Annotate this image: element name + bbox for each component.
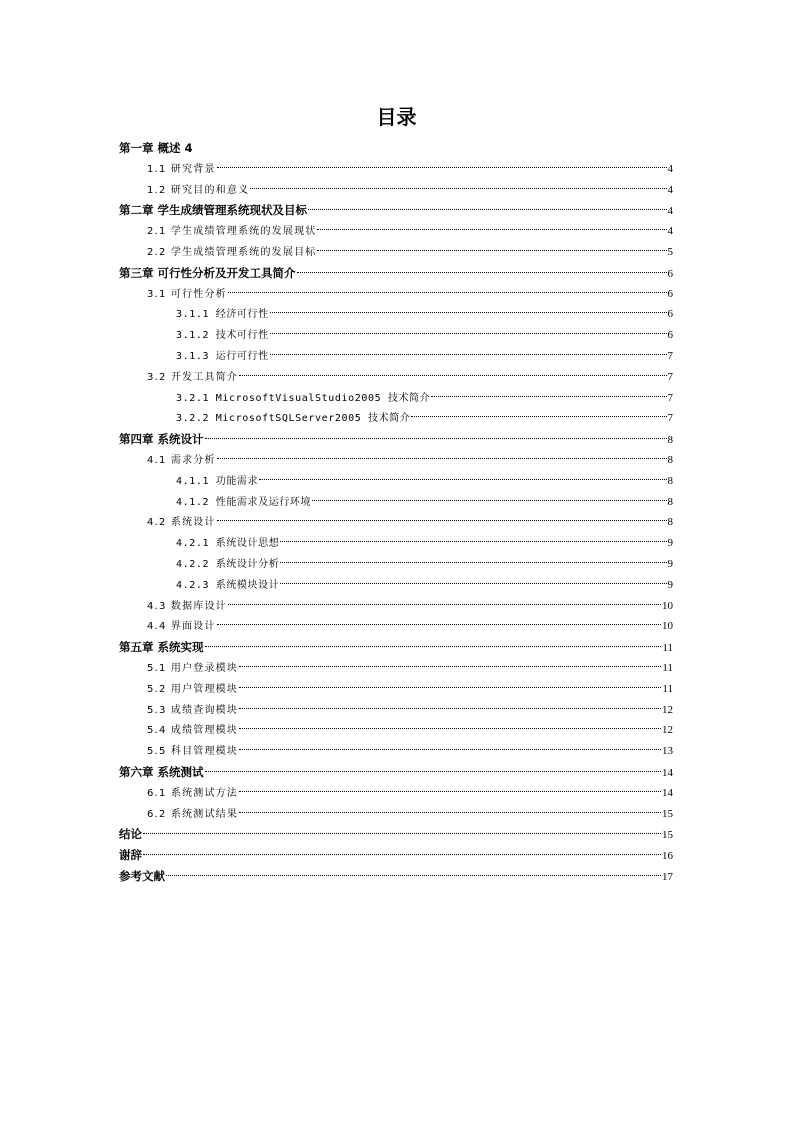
table-of-contents [119, 138, 673, 887]
toc-page-number: 6 [667, 308, 673, 321]
toc-dot-leader [239, 791, 661, 792]
toc-entry[interactable] [119, 180, 673, 201]
toc-entry[interactable] [119, 616, 673, 637]
toc-dot-leader [217, 624, 661, 625]
toc-dot-leader [270, 312, 667, 313]
toc-entry-label: 6.2 系统测试结果 [147, 808, 239, 820]
toc-page-number: 8 [667, 434, 673, 447]
toc-page-number: 9 [667, 537, 673, 550]
toc-dot-leader [411, 416, 666, 417]
toc-entry-label: 第三章 可行性分析及开发工具简介 [119, 265, 296, 280]
toc-page-number: 8 [667, 495, 673, 508]
toc-entry-label: 4.1 需求分析 [147, 454, 216, 466]
toc-entry-label: 参考文献 [119, 868, 165, 883]
toc-page-number: 13 [662, 745, 673, 758]
toc-page-number: 15 [662, 807, 673, 820]
toc-entry[interactable] [119, 804, 673, 825]
toc-entry[interactable] [119, 533, 673, 554]
toc-entry-label: 4.3 数据库设计 [147, 600, 227, 612]
toc-dot-leader [143, 833, 661, 834]
toc-entry[interactable] [119, 429, 673, 450]
toc-entry[interactable] [119, 346, 673, 367]
toc-page-number: 15 [662, 829, 673, 842]
toc-entry-label: 5.3 成绩查询模块 [147, 704, 239, 716]
toc-entry[interactable] [119, 596, 673, 617]
toc-entry-label: 2.1 学生成绩管理系统的发展现状 [147, 226, 317, 238]
toc-dot-leader [312, 500, 666, 501]
toc-page-number: 5 [667, 245, 673, 258]
toc-dot-leader [297, 272, 667, 273]
toc-entry-label: 1.2 研究目的和意义 [147, 184, 250, 196]
toc-entry[interactable] [119, 762, 673, 783]
toc-dot-leader [239, 708, 661, 709]
toc-dot-leader [280, 562, 666, 563]
toc-entry-label: 1.1 研究背景 [147, 163, 216, 175]
toc-dot-leader [280, 583, 666, 584]
toc-entry[interactable] [119, 866, 673, 887]
toc-entry-label: 5.5 科目管理模块 [147, 746, 239, 758]
toc-page-number: 17 [662, 870, 673, 883]
toc-entry[interactable] [119, 221, 673, 242]
toc-entry-label: 5.1 用户登录模块 [147, 662, 239, 674]
toc-entry[interactable] [119, 783, 673, 804]
toc-entry-label: 3.1.1 经济可行性 [176, 309, 269, 321]
toc-dot-leader [217, 458, 667, 459]
toc-entry[interactable] [119, 679, 673, 700]
toc-page-number: 4 [667, 183, 673, 196]
toc-page-number: 14 [662, 786, 673, 799]
toc-entry[interactable] [119, 408, 673, 429]
toc-entry[interactable] [119, 367, 673, 388]
toc-entry-label: 4.2.1 系统设计思想 [176, 538, 280, 550]
toc-dot-leader [239, 687, 661, 688]
toc-entry[interactable] [119, 200, 673, 221]
toc-title: 目录 [376, 105, 417, 129]
toc-page-number: 12 [662, 703, 673, 716]
toc-entry[interactable] [119, 471, 673, 492]
toc-entry-label: 2.2 学生成绩管理系统的发展目标 [147, 246, 317, 258]
toc-page-number: 8 [667, 516, 673, 529]
toc-entry[interactable] [119, 720, 673, 741]
toc-entry-label: 4.4 界面设计 [147, 621, 216, 633]
toc-entry-label: 第一章 概述 4 [119, 141, 193, 155]
toc-dot-leader [228, 604, 661, 605]
toc-dot-leader [239, 749, 661, 750]
toc-page-number: 7 [667, 391, 673, 404]
toc-page-number: 4 [667, 162, 673, 175]
toc-dot-leader [205, 438, 667, 439]
toc-entry[interactable] [119, 242, 673, 263]
toc-page-number: 10 [662, 620, 673, 633]
toc-page-number: 6 [667, 287, 673, 300]
toc-dot-leader [205, 646, 662, 647]
toc-page-number: 6 [667, 329, 673, 342]
toc-dot-leader [431, 396, 666, 397]
toc-dot-leader [280, 541, 666, 542]
toc-entry[interactable] [119, 263, 673, 284]
toc-entry-label: 6.1 系统测试方法 [147, 787, 239, 799]
toc-entry-label: 3.1.2 技术可行性 [176, 330, 269, 342]
toc-dot-leader [308, 209, 666, 210]
toc-dot-leader [239, 812, 661, 813]
toc-entry-label: 5.4 成绩管理模块 [147, 725, 239, 737]
toc-entry[interactable] [119, 304, 673, 325]
toc-entry-label: 3.1.3 运行可行性 [176, 350, 269, 362]
toc-page-number: 9 [667, 557, 673, 570]
toc-page-number: 8 [667, 453, 673, 466]
toc-entry-label: 3.2.1 MicrosoftVisualStudio2005 技术简介 [176, 392, 431, 404]
toc-dot-leader [217, 167, 667, 168]
toc-entry[interactable] [119, 325, 673, 346]
toc-entry[interactable] [119, 637, 673, 658]
toc-entry-label: 4.2.2 系统设计分析 [176, 558, 280, 570]
toc-entry[interactable] [119, 700, 673, 721]
toc-page-number: 16 [662, 850, 673, 863]
toc-page-number: 10 [662, 599, 673, 612]
toc-dot-leader [259, 479, 666, 480]
toc-entry-label: 谢辞 [119, 848, 142, 863]
toc-entry[interactable] [119, 658, 673, 679]
toc-entry[interactable] [119, 741, 673, 762]
toc-entry-label: 第五章 系统实现 [119, 640, 204, 655]
toc-dot-leader [205, 771, 661, 772]
toc-dot-leader [228, 292, 667, 293]
toc-dot-leader [317, 229, 666, 230]
toc-dot-leader [239, 666, 661, 667]
toc-entry-label: 4.1.1 功能需求 [176, 475, 259, 487]
toc-entry-label: 结论 [119, 827, 142, 842]
toc-entry[interactable] [119, 845, 673, 866]
toc-page-number: 11 [662, 682, 673, 695]
toc-entry-label: 第四章 系统设计 [119, 432, 204, 447]
toc-entry-label: 4.1.2 性能需求及运行环境 [176, 496, 312, 508]
toc-entry-label: 4.2 系统设计 [147, 517, 216, 529]
toc-dot-leader [317, 250, 666, 251]
toc-entry-label: 3.2.2 MicrosoftSQLServer2005 技术简介 [176, 413, 411, 425]
toc-entry[interactable] [119, 512, 673, 533]
toc-entry[interactable] [119, 388, 673, 409]
toc-dot-leader [239, 375, 666, 376]
toc-entry[interactable] [119, 492, 673, 513]
toc-page-number: 12 [662, 724, 673, 737]
toc-page-number: 9 [667, 578, 673, 591]
toc-entry[interactable] [119, 159, 673, 180]
toc-dot-leader [166, 875, 661, 876]
toc-entry[interactable] [119, 284, 673, 305]
toc-entry[interactable] [119, 554, 673, 575]
toc-page-number: 11 [662, 661, 673, 674]
toc-dot-leader [217, 520, 667, 521]
toc-page-number: 4 [667, 205, 673, 218]
toc-entry-label: 5.2 用户管理模块 [147, 683, 239, 695]
toc-entry[interactable] [119, 824, 673, 845]
toc-page-number: 7 [667, 349, 673, 362]
toc-entry-label: 3.1 可行性分析 [147, 288, 227, 300]
toc-entry[interactable] [119, 450, 673, 471]
toc-page-number: 7 [667, 412, 673, 425]
toc-page-number: 6 [667, 267, 673, 280]
toc-dot-leader [143, 854, 661, 855]
toc-dot-leader [250, 188, 666, 189]
toc-dot-leader [239, 728, 661, 729]
toc-page-number: 8 [667, 474, 673, 487]
toc-entry-label: 第二章 学生成绩管理系统现状及目标 [119, 203, 308, 218]
toc-dot-leader [270, 333, 667, 334]
toc-entry-label: 3.2 开发工具简介 [147, 371, 239, 383]
toc-entry-label: 4.2.3 系统模块设计 [176, 579, 280, 591]
toc-entry[interactable] [119, 575, 673, 596]
toc-entry-label: 第六章 系统测试 [119, 764, 204, 779]
toc-entry[interactable] [119, 138, 673, 159]
toc-page-number: 11 [662, 642, 673, 655]
toc-page-number: 14 [662, 766, 673, 779]
toc-page-number: 4 [667, 225, 673, 238]
toc-dot-leader [270, 354, 667, 355]
toc-page-number: 7 [667, 370, 673, 383]
